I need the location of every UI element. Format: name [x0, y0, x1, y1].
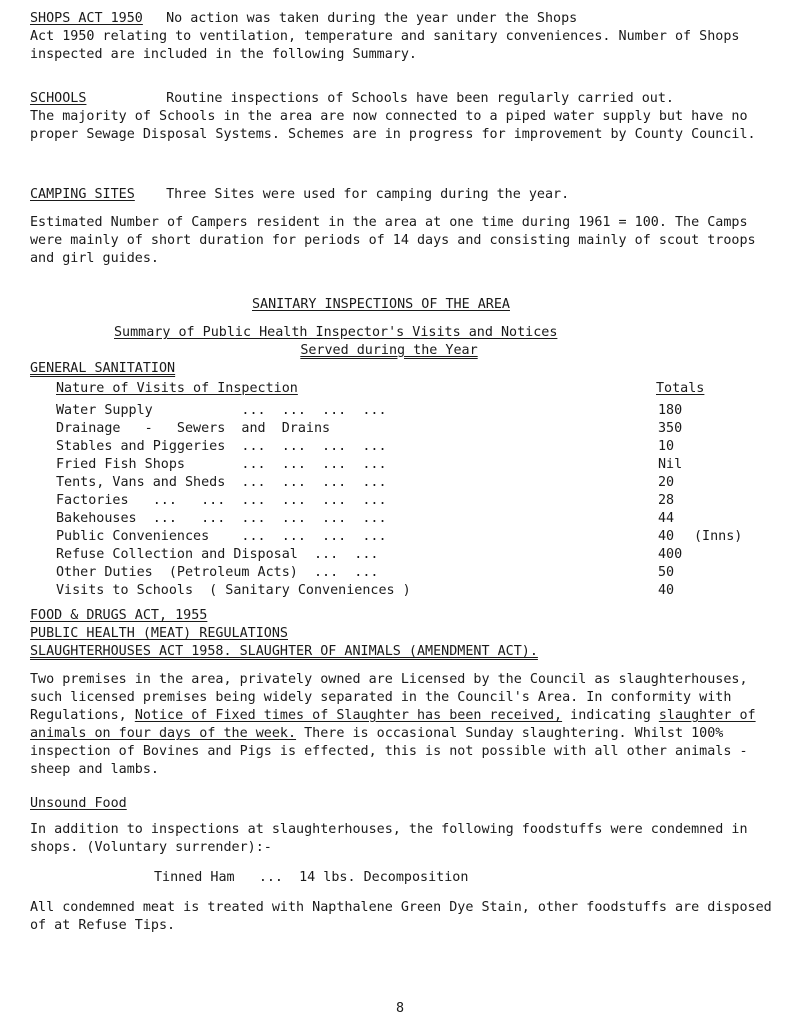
general-sanitation-heading: GENERAL SANITATION: [30, 361, 176, 376]
row-total: 180: [658, 403, 683, 418]
unsound-section: [30, 795, 772, 935]
table-row: [56, 492, 772, 510]
col-nature-header: Nature of Visits of Inspection: [56, 381, 298, 396]
camping-heading: CAMPING SITES: [30, 187, 135, 202]
row-label: Tents, Vans and Sheds ... ... ... ...: [56, 475, 387, 490]
final-paragraph: All condemned meat is treated with Napthalene Green Dye Stain, other foodstuffs are disposed of at Refuse Tips.: [30, 900, 772, 933]
row-label: Other Duties (Petroleum Acts) ... ...: [56, 565, 379, 580]
row-total: 44: [658, 511, 675, 526]
row-label: Refuse Collection and Disposal ... ...: [56, 547, 379, 562]
table-row: [56, 546, 772, 564]
row-total: 350: [658, 421, 683, 436]
food-paragraph: Two premises in the area, privately owned are Licensed by the Council as slaughterhouses, such licensed premises being widely separated in the Council's Area. In conformity with Regulations, Notice of Fixed times of Slaughter has been received, indicating slaughter of animals on four days of the week. There is occasional Sunday slaughtering. Whilst 100% inspection of Bovines and Pigs is effected, this is not possible with all other animals - sheep and lambs.: [30, 672, 756, 777]
item-label: Tinned Ham: [154, 870, 235, 885]
unsound-paragraph: In addition to inspections at slaughterhouses, the following foodstuffs were condemned in shops. (Voluntary surrender):-: [30, 822, 748, 855]
row-total: 10: [658, 439, 675, 454]
row-label: Fried Fish Shops ... ... ... ...: [56, 457, 387, 472]
schools-heading: SCHOOLS: [30, 91, 87, 106]
item-qty: 14 lbs.: [299, 870, 356, 885]
sanitary-subtitle-2: Served during the Year: [300, 343, 478, 358]
unsound-heading: Unsound Food: [30, 796, 127, 811]
food-heading-1: FOOD & DRUGS ACT, 1955: [30, 608, 208, 623]
row-label: Stables and Piggeries ... ... ... ...: [56, 439, 387, 454]
schools-section: [30, 90, 772, 144]
row-total: 40: [658, 583, 675, 598]
row-note: (Inns): [694, 529, 743, 544]
table-row: [56, 564, 772, 582]
camping-section: [30, 186, 772, 268]
sanitary-section: [30, 296, 772, 600]
row-total: 40: [658, 529, 675, 544]
food-heading-2: PUBLIC HEALTH (MEAT) REGULATIONS: [30, 626, 288, 641]
row-total: Nil: [658, 457, 683, 472]
camping-text-first: Three Sites were used for camping during the year.: [166, 187, 570, 202]
table-row: [56, 420, 772, 438]
shops-section: [30, 10, 772, 64]
row-total: 28: [658, 493, 675, 508]
row-label: Factories ... ... ... ... ... ...: [56, 493, 387, 508]
table-row: [56, 438, 772, 456]
item-reason: Decomposition: [363, 870, 469, 885]
table-row: [56, 582, 772, 600]
row-label: Bakehouses ... ... ... ... ... ...: [56, 511, 387, 526]
food-heading-3: SLAUGHTERHOUSES ACT 1958. SLAUGHTER OF ANIMALS (AMENDMENT ACT).: [30, 644, 538, 659]
shops-text: Act 1950 relating to ventilation, temperature and sanitary conveniences. Number of Shops inspected are included in the following Summary.: [30, 29, 740, 62]
row-total: 20: [658, 475, 675, 490]
shops-heading: SHOPS ACT 1950: [30, 11, 143, 26]
row-total: 400: [658, 547, 683, 562]
row-label: Water Supply ... ... ... ...: [56, 403, 387, 418]
camping-text: Estimated Number of Campers resident in the area at one time during 1961 = 100. The Camps were mainly of short duration for periods of 14 days and consisting mainly of scout troops and girl guides.: [30, 215, 756, 266]
table-row: [56, 474, 772, 492]
page-number: 8: [395, 1001, 405, 1016]
inspection-table: [56, 402, 772, 600]
sanitary-subtitle-1: Summary of Public Health Inspector's Visits and Notices: [114, 325, 558, 340]
food-section: [30, 607, 772, 779]
shops-text-first: No action was taken during the year under the Shops: [166, 11, 578, 26]
col-totals-header: Totals: [656, 381, 705, 396]
row-total: 50: [658, 565, 675, 580]
row-label: Drainage - Sewers and Drains: [56, 421, 331, 436]
sanitary-title: SANITARY INSPECTIONS OF THE AREA: [252, 297, 510, 312]
table-row: [56, 528, 772, 546]
table-row: [56, 402, 772, 420]
schools-text: The majority of Schools in the area are now connected to a piped water supply but have no proper Sewage Disposal Systems. Schemes are in progress for improvement by County Council.: [30, 109, 756, 142]
schools-text-first: Routine inspections of Schools have been regularly carried out.: [166, 91, 674, 106]
condemned-item: Tinned Ham ... 14 lbs. Decomposition: [154, 870, 469, 885]
row-label: Visits to Schools ( Sanitary Conveniences ): [56, 583, 411, 598]
row-label: Public Conveniences ... ... ... ...: [56, 529, 387, 544]
table-row: [56, 456, 772, 474]
table-row: [56, 510, 772, 528]
